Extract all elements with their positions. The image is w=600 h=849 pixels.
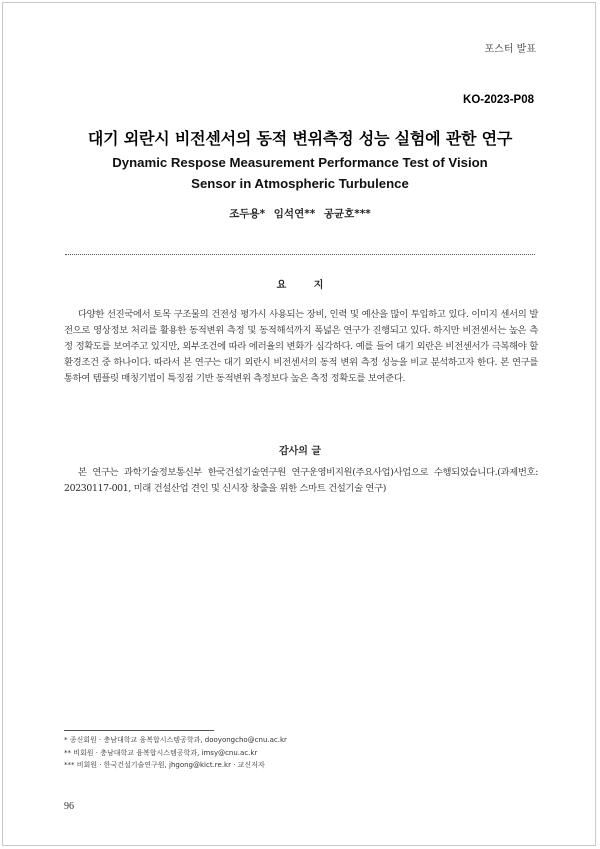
footnote-author-3: *** 비회원 · 한국건설기술연구원, jhgong@kict.re.kr · 교신저자: [64, 761, 265, 769]
title-english-line1: Dynamic Respose Measurement Performance Test of Vision: [112, 155, 488, 170]
footnote-divider: [64, 730, 214, 731]
footnote-author-1: * 종신회원 · 충남대학교 융복합시스템공학과, dooyongcho@cnu.ac.kr: [64, 736, 287, 744]
abstract-heading: 요 지: [276, 280, 336, 291]
acknowledgement-text: 본 연구는 과학기술정보통신부 한국건설기술연구원 연구운영비지원(주요사업)사업으로 수행되었습니다.(과제번호: 20230117-001, 미래 건설산업 견인 및 신시장 창출을 위한 스마트 건설기술 연구): [64, 467, 538, 494]
page-number: 96: [64, 801, 74, 812]
title-english: [0, 152, 600, 194]
title-english-line2: Sensor in Atmospheric Turbulence: [191, 176, 409, 191]
section-label: 포스터 발표: [484, 44, 536, 55]
paper-id: KO-2023-P08: [463, 94, 534, 106]
footnote-author-2: ** 비회원 · 충남대학교 융복합시스템공학과, imsy@cnu.ac.kr: [64, 748, 258, 757]
author-list: 조두용* 임석연** 공균호***: [229, 208, 371, 220]
footnotes: [64, 734, 287, 772]
abstract-text: 다양한 선진국에서 토목 구조물의 건전성 평가시 사용되는 장비, 인력 및 예산을 많이 투입하고 있다. 이미지 센서의 발전으로 영상정보 처리를 활용한 동적변위 측정 및 동적해석까지 폭넓은 연구가 진행되고 있다. 하지만 비전센서는 높은 측정 정확도를 보여주고 있지만, 외부조건에 따라 에러율의 변화가 심각하다. 예를 들어 대기 외란은 비전센서가 극복해야 할 환경조건 중 하나이다. 따라서 본 연구는 대기 외란시 비전센서의 동적 변위 측정 성능을 비교 분석하고자 한다. 본 연구를 통하여 템플릿 매칭기법이 특징점 기반 동적변위 측정보다 높은 측정 정확도를 보여준다.: [64, 309, 538, 384]
acknowledgement-heading: 감사의 글: [278, 446, 322, 457]
title-korean: 대기 외란시 비전센서의 동적 변위측정 성능 실험에 관한 연구: [87, 129, 513, 148]
section-divider: [65, 254, 535, 255]
